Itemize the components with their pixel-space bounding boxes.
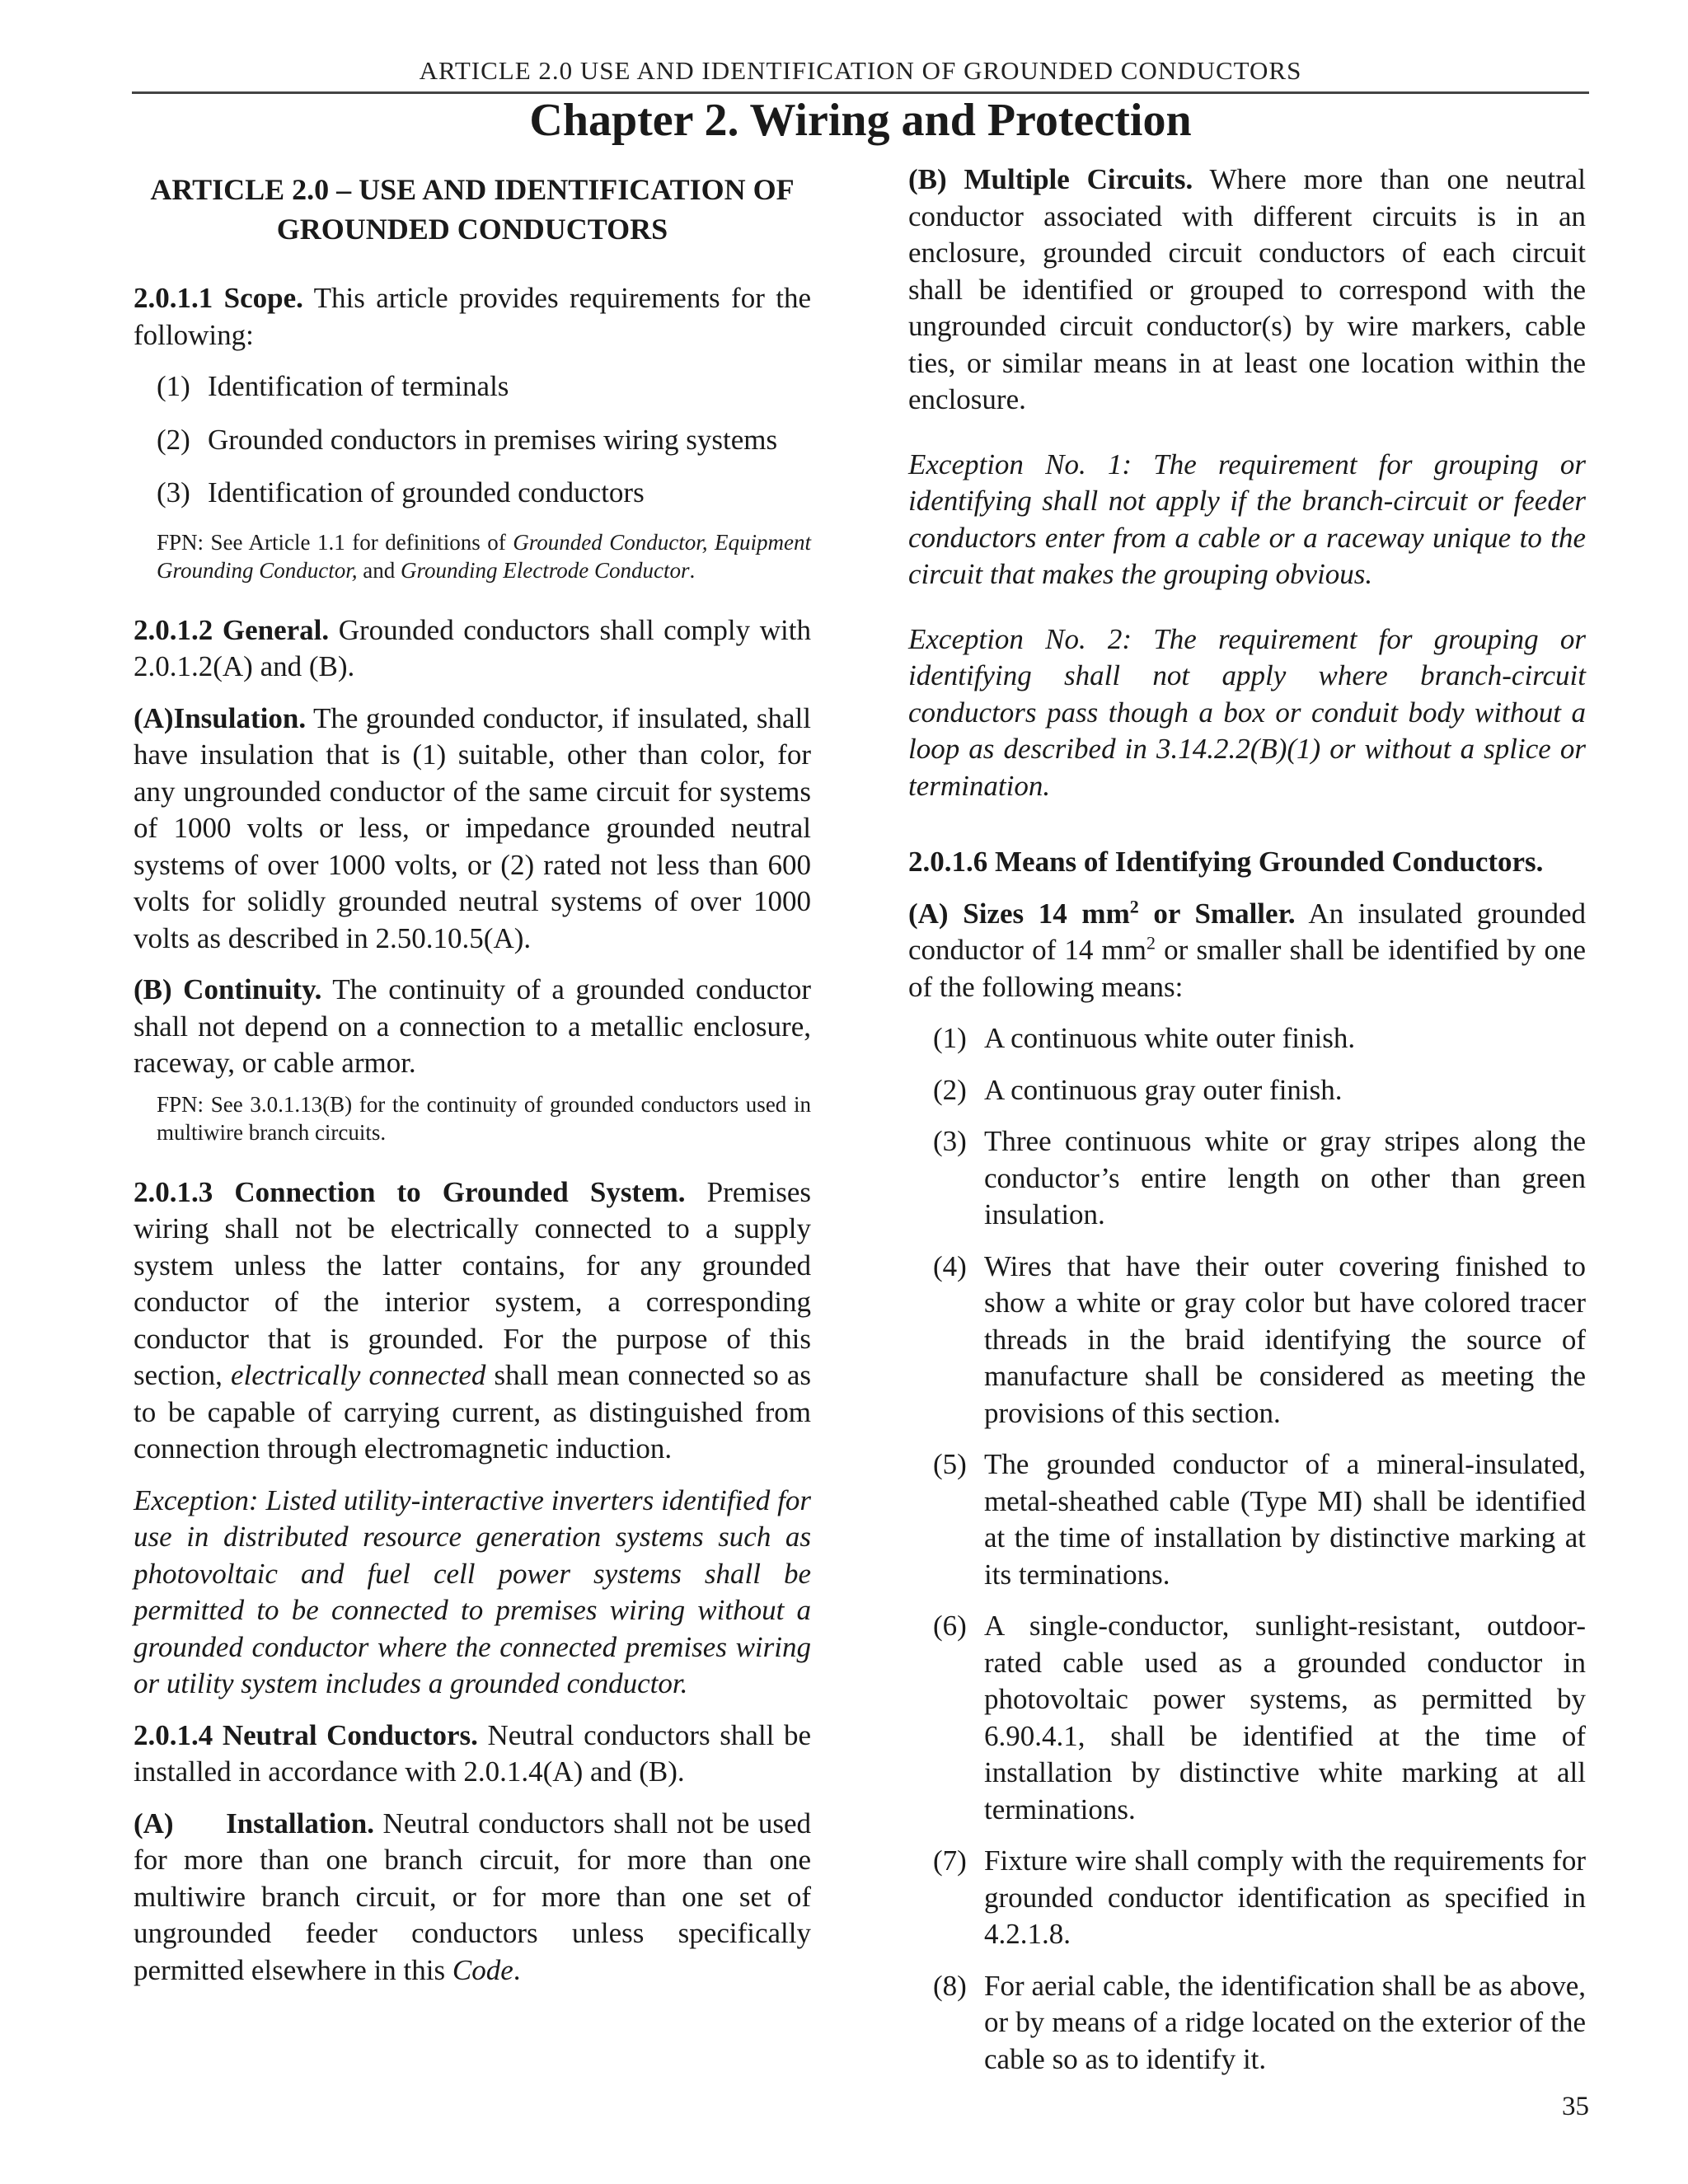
general-text: Grounded conductors shall comply with 2.0.1.2(A) and (B).: [134, 613, 811, 682]
sizes-text: or smaller shall be identified by one of the following means:: [908, 934, 1586, 1003]
list-item: [157, 475, 811, 512]
installation-heading: (A) Installation.: [134, 1807, 374, 1840]
list-text: A single-conductor, sunlight-resistant, outdoor-rated cable used as a grounded conductor in photovoltaic power systems, as permitted by 6.90.4.1, shall be identified at the time of installation by distinctive white marking at all terminations.: [984, 1610, 1586, 1825]
connection-text: Premises wiring shall not be electrically connected to a supply system unless the latter contains, for any grounded conductor of the interior system, a corresponding conductor that is grounded. For the purpose of this section,: [134, 1175, 811, 1391]
list-number: (2): [933, 1073, 967, 1106]
list-number: (3): [157, 476, 190, 509]
scope-heading: 2.0.1.1 Scope.: [134, 282, 303, 314]
scope-text: This article provides requirements for the following:: [134, 282, 812, 351]
insulation-heading: (A)Insulation.: [134, 701, 307, 734]
page-number: 35: [1562, 2092, 1589, 2121]
superscript: 2: [1129, 895, 1139, 916]
fpn-text: and: [357, 557, 401, 583]
list-number: (5): [933, 1448, 967, 1480]
insulation-text: The grounded conductor, if insulated, shall have insulation that is (1) suitable, other than color, for any ungrounded conductor of the same circuit for systems of 1000 volts or less, or impedance grounded neutral systems of over 1000 volts, or (2) rated not less than 600 volts for solidly grounded neutral systems of over 1000 volts as described in 2.50.10.5(A).: [134, 701, 811, 954]
installation-text: .: [513, 1953, 521, 1986]
scope-list: [134, 368, 811, 512]
running-header: ARTICLE 2.0 USE AND IDENTIFICATION OF GROUNDED CONDUCTORS: [419, 56, 1302, 85]
list-item: [157, 422, 811, 459]
list-text: The grounded conductor of a mineral-insulated, metal-sheathed cable (Type MI) shall be identified at the time of installation by distinctive marking at its terminations.: [984, 1448, 1586, 1591]
means-list: [908, 1020, 1586, 2078]
list-text: Identification of grounded conductors: [208, 476, 645, 509]
fpn-text: .: [689, 557, 696, 583]
article-title-line2: GROUNDED CONDUCTORS: [276, 213, 668, 246]
general-paragraph: [134, 612, 811, 686]
fpn-italic-terms: Grounded Conductor, Equipment Grounding Conductor,: [157, 529, 811, 583]
neutral-heading: 2.0.1.4 Neutral Conductors.: [134, 1718, 478, 1751]
installation-italic-term: Code: [452, 1953, 513, 1986]
list-item: [933, 1123, 1586, 1234]
list-number: (6): [933, 1610, 967, 1642]
exception-1: Exception No. 1: The requirement for grouping or identifying shall not apply if the branch-circuit or feeder conductors enter from a cable or a raceway unique to the circuit that makes the grouping obvious.: [908, 448, 1586, 590]
sizes-paragraph: [908, 896, 1586, 1006]
fpn-continuity: FPN: See 3.0.1.13(B) for the continuity of grounded conductors used in multiwire branch circuits.: [157, 1091, 811, 1145]
list-item: [933, 1020, 1586, 1057]
continuity-text: The continuity of a grounded conductor shall not depend on a connection to a metallic enclosure, raceway, or cable armor.: [134, 973, 812, 1079]
list-number: (8): [933, 1969, 967, 2002]
list-item: [933, 1968, 1586, 2079]
fpn-definitions: [157, 528, 811, 584]
list-text: Identification of terminals: [208, 370, 509, 402]
list-number: (1): [933, 1022, 967, 1054]
scope-paragraph: [134, 280, 811, 354]
list-text: Grounded conductors in premises wiring systems: [208, 423, 778, 456]
right-column: [908, 162, 1586, 2093]
fpn-text: FPN: See Article 1.1 for definitions of: [157, 529, 513, 555]
list-item: [933, 1072, 1586, 1109]
list-text: Fixture wire shall comply with the requirements for grounded conductor identification as specified in 4.2.1.8.: [984, 1844, 1586, 1950]
list-text: Wires that have their outer covering finished to show a white or gray color but have colored tracer threads in the braid identifying the source of manufacture shall be considered as meeting the provisions of this section.: [984, 1249, 1586, 1429]
sizes-heading: [908, 895, 1296, 930]
continuity-heading: (B) Continuity.: [134, 973, 322, 1005]
fpn-italic-term: Grounding Electrode Conductor: [401, 557, 690, 583]
sizes-heading-text: (A) Sizes 14 mm: [908, 897, 1130, 930]
chapter-title: Chapter 2. Wiring and Protection: [529, 95, 1192, 146]
neutral-paragraph: [134, 1718, 811, 1791]
means-heading-paragraph: [908, 844, 1586, 881]
list-number: (2): [157, 423, 190, 456]
superscript: 2: [1146, 932, 1156, 954]
list-text: For aerial cable, the identification shall be as above, or by means of a ridge located on the exterior of the cable so as to identify it.: [984, 1969, 1586, 2075]
installation-paragraph: [134, 1806, 811, 1990]
connection-text: shall mean connected so as to be capable of carrying current, as distinguished from connection through electromagnetic induction.: [134, 1359, 811, 1465]
connection-italic-term: electrically connected: [231, 1359, 486, 1391]
sizes-heading-text: or Smaller.: [1138, 897, 1296, 930]
list-item: [933, 1843, 1586, 1953]
article-title: [134, 170, 811, 249]
left-column: [134, 162, 811, 1989]
connection-exception: Exception: Listed utility-interactive inverters identified for use in distributed resource generation systems such as photovoltaic and fuel cell power systems shall be permitted to be connected to premises wiring without a grounded conductor where the connected premises wiring or utility system includes a grounded conductor.: [134, 1483, 811, 1699]
means-heading: 2.0.1.6 Means of Identifying Grounded Conductors.: [908, 846, 1544, 878]
general-heading: 2.0.1.2 General.: [134, 613, 330, 646]
sizes-text: An insulated grounded conductor of 14 mm: [908, 897, 1587, 966]
article-title-line1: ARTICLE 2.0 – USE AND IDENTIFICATION OF: [150, 173, 795, 206]
continuity-paragraph: [134, 972, 811, 1082]
insulation-paragraph: [134, 701, 811, 958]
list-item: [933, 1249, 1586, 1432]
multiple-circuits-text: Where more than one neutral conductor associated with different circuits is in an enclosure, grounded circuit conductors of each circuit shall be identified or grouped to correspond with the ungrounded circuit conductor(s) by wire markers, cable ties, or similar means in at least one location within the enclosure.: [908, 163, 1586, 415]
neutral-text: Neutral conductors shall be installed in accordance with 2.0.1.4(A) and (B).: [134, 1718, 811, 1788]
list-item: [933, 1608, 1586, 1828]
list-item: [933, 1446, 1586, 1593]
multiple-circuits-paragraph: [908, 162, 1586, 419]
connection-heading: 2.0.1.3 Connection to Grounded System.: [134, 1175, 686, 1208]
list-number: (1): [157, 370, 190, 402]
list-number: (4): [933, 1249, 967, 1282]
connection-paragraph: [134, 1174, 811, 1468]
list-number: (7): [933, 1844, 967, 1877]
list-text: A continuous white outer finish.: [984, 1022, 1356, 1054]
exception-2: Exception No. 2: The requirement for grouping or identifying shall not apply where branch-circuit conductors pass though a box or conduit body without a loop as described in 3.14.2.2(B)(1) or without a splice or termination.: [908, 622, 1586, 802]
installation-text: Neutral conductors shall not be used for more than one branch circuit, for more than one multiwire branch circuit, or for more than one set of ungrounded feeder conductors unless specifically permitted elsewhere in this: [134, 1807, 811, 1986]
list-item: [157, 368, 811, 405]
list-text: A continuous gray outer finish.: [984, 1073, 1343, 1106]
multiple-circuits-heading: (B) Multiple Circuits.: [908, 163, 1193, 195]
list-number: (3): [933, 1125, 967, 1157]
list-text: Three continuous white or gray stripes along the conductor’s entire length on other than green insulation.: [984, 1125, 1586, 1230]
